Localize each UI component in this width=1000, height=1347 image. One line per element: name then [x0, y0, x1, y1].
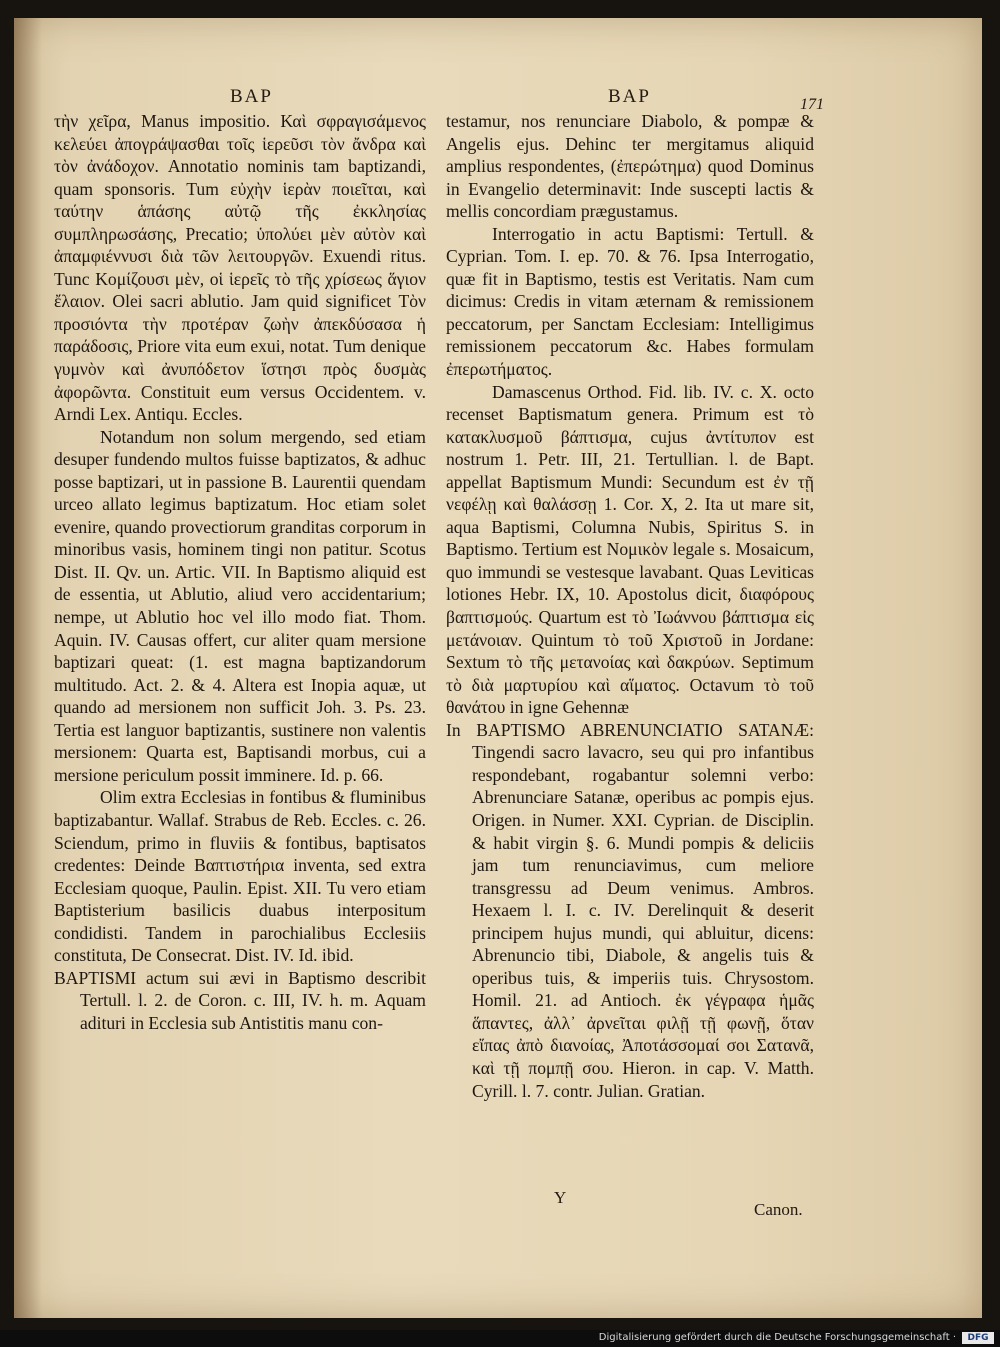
paragraph: BAPTISMI actum sui ævi in Baptismo describit Tertull. l. 2. de Coron. c. III, IV. h. m. Aquam adituri in Ecclesia sub Antistitis manu con-: [54, 967, 426, 1033]
paragraph: In BAPTISMO ABRENUNCIATIO SATANÆ: Tingendi sacro lavacro, seu qui pro infantibus respondebant, rogabantur solemni verbo: Abrenunciare Satanæ, operibus ac pompis ejus. Origen. in Numer. XXI. Cyprian. de Disciplin. & habit virgin §. 6. Mundi pompis & deliciis jam tum renunciavimus, cum meliore transgressu ad Deum venimus. Ambros. Hexaem l. I. c. IV. Derelinquit & deserit principem hujus mundi, qui abluitur, dicens: Abrenuncio tibi, Diabole, & angelis tuis & operibus tuis, & imperiis tuis. Chrysostom. Homil. 21. ad Antioch. ἐκ γέγραφα ἡμᾶς ἅπαντες, ἀλλ᾽ ἀρνεῖται φιλῇ τῇ φωνῇ, ὅταν εἴπας ἀπὸ διανοίας, Ἀποτάσσομαί σοι Σατανᾶ, καὶ τῇ πομπῇ σου. Hieron. in cap. V. Matth. Cyrill. l. 7. contr. Julian. Gratian.: [446, 719, 814, 1101]
digitization-credit: Digitalisierung gefördert durch die Deutsche Forschungsgemeinschaft ·: [598, 1332, 956, 1343]
paragraph: Interrogatio in actu Baptismi: Tertull. & Cyprian. Tom. I. ep. 70. & 76. Ipsa Interrogatio, quæ fit in Baptismo, testis est Veritatis. Nam cum dicimus: Credis in vitam æternam & remissionem peccatorum, per Sanctam Ecclesiam: Intelligimus remissionem peccatorum &c. Habes formulam ἐπερωτήματος.: [446, 223, 814, 380]
paragraph: τὴν χεῖρα, Manus impositio. Καὶ σφραγισάμενος κελεύει ἀπογράψασθαι τοῖς ἱερεῦσι τὸν ἄνδρα καὶ τὸν ἀνάδοχον. Annotatio nominis tam baptizandi, quam sponsoris. Tum εὐχὴν ἱερὰν ποιεῖται, καὶ ταύτην ἁπάσης αὐτῷ τῆς ἐκκλησίας συμπληρωσάσης, Precatio; ὑπολύει μὲν αὐτὸν καὶ ἀπαμφιέννυσι διὰ τῶν λειτουργῶν. Exuendi ritus. Tunc Κομίζουσι μὲν, οἱ ἱερεῖς τὸ τῆς χρίσεως ἅγιον ἔλαιον. Olei sacri ablutio. Jam quid significet Τὸν προσιόντα τὴν προτέραν ζωὴν ἀπεκδύσασα ἡ παράδοσις, Priore vita eum exui, notat. Tum denique γυμνὸν καὶ ἀνυπόδετον ἵστησι πρὸς δυσμὰς ἀφορῶντα. Constituit eum versus Occidentem. v. Arndi Lex. Antiqu. Eccles.: [54, 111, 426, 425]
paragraph: Damascenus Orthod. Fid. lib. IV. c. X. octo recenset Baptismatum genera. Primum est τὸ κατακλυσμοῦ βάπτισμα, cujus ἀντίτυπον est nostrum 1. Petr. III, 21. Tertullian. l. de Bapt. appellat Baptismum Mundi: Secundum est ἐν τῇ νεφέλῃ καὶ θαλάσσῃ 1. Cor. X, 2. Ita ut mare sit, aqua Baptismi, Columna Nubis, Spiritus S. in Baptismo. Tertium est Νομικὸν legale s. Mosaicum, quo immundi se vestesque lavabant. Quas Leviticas lotiones Hebr. IX, 10. Apostolus dicit, διαφόρους βαπτισμούς. Quartum est τὸ Ἰωάννου βάπτισμα εἰς μετάνοιαν. Quintum τὸ τοῦ Χριστοῦ in Jordane: Sextum τὸ τῆς μετανοίας καὶ δακρύων. Septimum τὸ διὰ μαρτυρίου καὶ αἵματος. Octavum τὸ τοῦ θανάτου in igne Gehennæ: [446, 381, 814, 718]
book-page: [14, 18, 982, 1318]
paragraph: testamur, nos renunciare Diabolo, & pompæ & Angelis ejus. Dehinc ter mergitamus aliquid amplius respondentes, (ἐπερώτημα) quod Dominus in Evangelio determinavit: Inde suscepti lactis & mellis concordiam prægustamus.: [446, 111, 814, 222]
left-column: [54, 110, 426, 1034]
running-head-right: BAP: [608, 86, 651, 107]
page-number: 171: [800, 96, 824, 113]
right-column: [446, 110, 814, 1102]
paragraph: Notandum non solum mergendo, sed etiam desuper fundendo multos fuisse baptizatos, & adhuc posse baptizari, ut in passione B. Laurentii quendam urceo allato legimus baptizatum. Hoc etiam solet evenire, quando provectiorum granditas corporum in minoribus vasis, hominem tingi non patitur. Scotus Dist. II. Qv. un. Artic. VII. In Baptismo aliquid est de essentia, ut Ablutio, aliud vero accidentarium; nempe, ut Ablutio hoc vel illo modo fiat. Thom. Aquin. IV. Causas offert, cur aliter quam mersione baptizari queat: (1. est magna baptizandorum multitudo. Act. 2. & 4. Altera est Inopia aquæ, ut quando ad mersionem non sufficit Joh. 3. Ps. 23. Tertia est languor baptizantis, sustinere non valentis mersionem: Quarta est, Baptisandi morbus, cui a mersione periculum possit imminere. Id. p. 66.: [54, 426, 426, 785]
paragraph: Olim extra Ecclesias in fontibus & fluminibus baptizabantur. Wallaf. Strabus de Reb. Eccles. c. 26. Sciendum, primo in fluviis & fontibus, baptisatos credentes: Deinde Βαπτιστήρια inventa, sed extra Ecclesiam quoque, Paulin. Epist. XII. Tu vero etiam Baptisterium basilicis duabus interpositum condidisti. Tandem in parochialibus Ecclesiis constituta, De Consecrat. Dist. IV. Id. ibid.: [54, 787, 426, 966]
signature-mark: Y: [554, 1188, 567, 1207]
catchword: Canon.: [754, 1200, 803, 1219]
dfg-logo: DFG: [962, 1332, 994, 1344]
running-head-left: BAP: [230, 86, 273, 107]
